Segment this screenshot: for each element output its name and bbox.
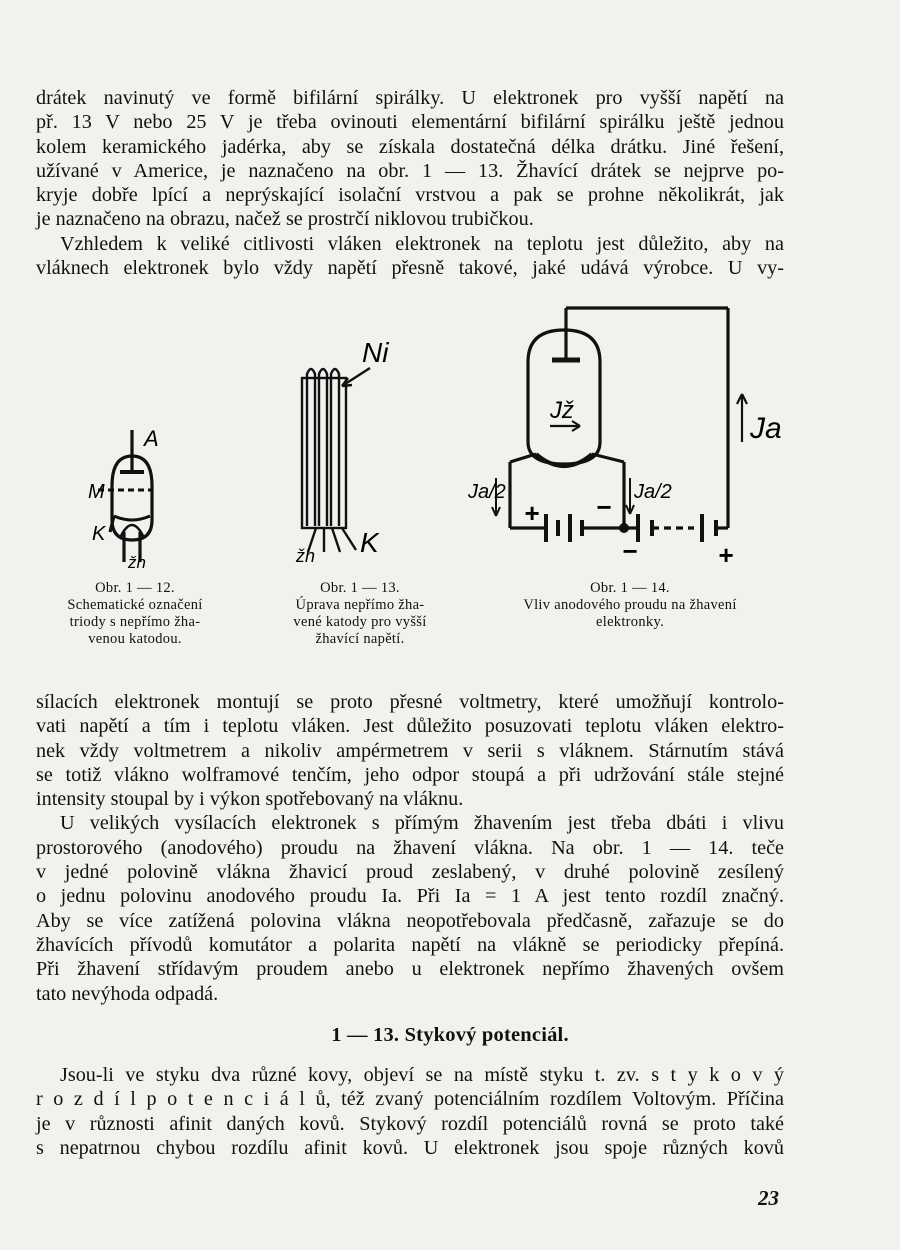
text-line: vláknech elektronek bylo vždy napětí přesně takové, jaké udává výrobce. U vy- [36,257,784,280]
text-line: př. 13 V nebo 25 V je třeba ovinouti elementární bifilární spirálku ještě jednou [36,111,784,134]
text-line: je naznačeno na obrazu, načež se prostrčí niklovou trubičkou. [36,208,534,231]
label-half-current-right: Ja/2 [634,481,672,503]
text-line: kryje dobře lpící a neprýskající isolační vrstvou a pak se prohne několikrát, jak [36,184,784,207]
section-heading: 1 — 13. Stykový potenciál. [331,1024,569,1046]
text-line: užívané v Americe, je naznačeno na obr. 1 — 13. Žhavící drátek se nejprve po- [36,159,784,182]
label-plus: + [718,540,734,570]
text-line: prostorového (anodového) proudu na žhavení vlákna. Na obr. 1 — 14. teče [36,836,784,859]
text-line: v jedné polovině vlákna žhavicí proud zeslabený, v druhé polovině zesílený [36,861,784,884]
text-line: tato nevýhoda odpadá. [36,982,219,1005]
figure-1-14-circuit-diagram [462,302,802,574]
label-cathode: K [360,527,379,558]
caption-line: venou katodou. [88,631,182,647]
label-plus: + [524,498,540,528]
paragraph-3 [36,1063,784,1160]
label-minus: − [596,492,612,522]
text-line: U velikých vysílacích elektronek s přímým žhavením jest třeba dbáti i vlivu [60,812,784,835]
caption-line: elektronky. [596,614,664,630]
text-line: vati napětí a tím i teplotu vláken. Jest důležito posuzovati teplotu vláken elektro- [36,715,784,738]
label-minus: − [622,536,638,566]
text-line: r o z d í l p o t e n c i á l ů, též zvaný potenciálním rozdílem Voltovým. Příčina [36,1088,784,1111]
label-anode-current: Ja [750,412,782,445]
text-line: je v různosti afinit daných kovů. Stykový rozdíl potenciálů rovná se proto také [36,1112,784,1135]
text-line: Aby se více zatížená polovina vlákna neopotřebovala předčasně, zařazuje se do [36,909,784,932]
label-grid: M [88,481,105,503]
text-line: nek vždy voltmetrem a nikoliv ampérmetrem v serii s vláknem. Stárnutím stává [36,739,784,762]
text-line: Vzhledem k veliké citlivosti vláken elektronek na teplotu jest důležito, aby na [60,232,784,255]
label-cathode: K [92,523,106,545]
label-half-current-left: Ja/2 [468,481,506,503]
caption-line: Úprava nepřímo žha- [295,597,425,613]
caption-figure-1-14 [480,580,780,631]
text-line: Při žhavení střídavým proudem anebo u elektronek nepřímo žhavených ovšem [36,958,784,981]
text-line: se totiž vlákno wolframové tenčím, jeho odpor stoupá a při udržování stále stejné [36,763,784,786]
label-heater: žh [296,546,316,566]
label-nickel: Ni [362,337,389,368]
caption-figure-1-13 [260,580,460,648]
label-heater-current: Jž [550,397,574,424]
paragraph-2 [36,690,784,1006]
paragraph-1 [36,86,784,280]
page-number: 23 [758,1186,779,1210]
caption-line: vené katody pro vyšší [293,614,427,630]
caption-figure-1-12 [30,580,240,648]
label-anode: A [144,426,159,451]
text-line: intensity stoupal by i výkon spotřebovaný na vláknu. [36,788,464,811]
caption-line: Vliv anodového proudu na žhavení [523,597,737,613]
junction-dot [619,523,629,533]
figure-number: Obr. 1 — 14. [590,580,670,596]
text-line: o jednu polovinu anodového proudu Ia. Při Ia = 1 A jest tento rozdíl značný. [36,885,784,908]
caption-line: Schematické označení [67,597,203,613]
figure-1-13-cathode-diagram [280,330,410,570]
figure-1-12-triode-diagram [80,420,190,570]
text-line: kolem keramického jadérka, aby se získala dostatečná délka drátku. Jiné řešení, [36,135,784,158]
text-line: žhavících přívodů komutátor a polarita napětí na vlákně se periodicky přepíná. [36,933,784,956]
text-line: s nepatrnou chybou rozdílu afinit kovů. U elektronek jsou spoje různých kovů [36,1136,784,1159]
figure-number: Obr. 1 — 13. [320,580,400,596]
caption-line: žhavící napětí. [315,631,405,647]
caption-line: triody s nepřímo žha- [69,614,201,630]
text-line: Jsou-li ve styku dva různé kovy, objeví se na místě styku t. zv. s t y k o v ý [60,1064,784,1086]
figure-number: Obr. 1 — 12. [95,580,175,596]
text-line: drátek navinutý ve formě bifilární spirálky. U elektronek pro vyšší napětí na [36,87,784,109]
text-line: sílacích elektronek montují se proto přesné voltmetry, které umožňují kontrolo- [36,691,784,713]
label-heater: žh [128,553,146,570]
